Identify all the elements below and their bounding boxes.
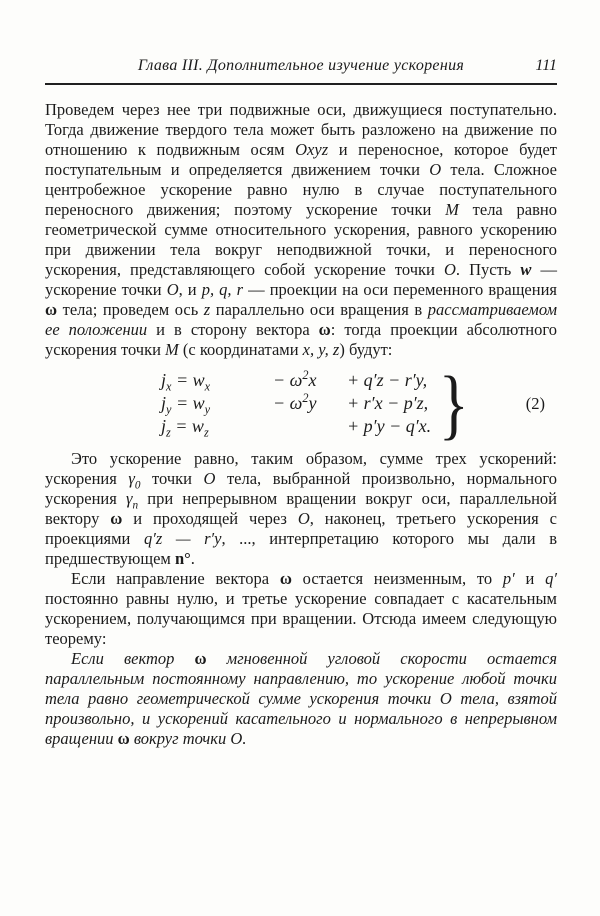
text-run: точки	[140, 469, 204, 488]
text-run: O	[230, 729, 243, 748]
text-run: тела. Сложное центробежное ускорение равно нулю в случае поступательного переносного движения; поэтому ускорение точки	[45, 160, 557, 219]
text-paragraph	[45, 100, 557, 360]
equation-block	[45, 360, 557, 447]
equation-cell: − $\omega^2x$	[273, 368, 317, 390]
text-run: и проходящей через	[122, 509, 298, 528]
text-run: $\gamma_0$	[128, 469, 141, 492]
text-run: q′z — r′y	[143, 529, 222, 548]
text-run: O	[439, 689, 452, 708]
text-run: w	[520, 260, 532, 279]
paragraphs-before-formula	[45, 100, 557, 360]
text-run: ω	[110, 509, 123, 528]
text-run: Это ускорение равно, таким образом, сумме трех ускорений: ускорения	[45, 449, 557, 488]
text-run: , наконец, третьего ускорения с проекциями	[45, 509, 557, 548]
text-run: ω	[45, 300, 58, 319]
text-run: z	[203, 300, 211, 319]
equation-cell: + q′z − r′y,	[347, 370, 428, 390]
equation-cell: $j_x = w_x$	[161, 370, 211, 394]
subscript: z	[166, 425, 171, 440]
text-run: , и	[178, 280, 202, 299]
text-run: — проекции на оси переменного вращения	[243, 280, 557, 299]
text-run: остается неизменным, то	[291, 569, 503, 588]
text-run: . Пусть	[455, 260, 521, 279]
text-run: q′	[545, 569, 557, 588]
text-run: .	[190, 549, 195, 568]
text-run: тела, выбранной произвольно, нормального ускорения	[45, 469, 557, 508]
text-run: n°	[174, 549, 191, 568]
text-run: $\gamma_n$	[125, 489, 139, 512]
equation-cell: $j_y = w_y$	[161, 393, 211, 417]
text-run: O	[203, 469, 216, 488]
text-run: и	[514, 569, 546, 588]
theorem-paragraph	[45, 649, 557, 749]
text-run: ω	[318, 320, 331, 339]
equation-cell: + p′y − q′x.	[347, 416, 432, 436]
text-run: ) будут:	[339, 340, 393, 359]
text-run: p′	[502, 569, 515, 588]
text-run: Если направление вектора	[71, 569, 280, 588]
subscript: 0	[134, 479, 141, 492]
text-run: .	[242, 729, 247, 748]
text-run: p, q, r	[201, 280, 244, 299]
text-run: тела; проведем ось	[57, 300, 204, 319]
text-run: O	[443, 260, 456, 279]
subscript: y	[166, 402, 172, 417]
text-run: O	[166, 280, 179, 299]
text-run: O	[297, 509, 310, 528]
text-paragraph	[45, 569, 557, 649]
equation-cell: + r′x − p′z,	[347, 393, 429, 413]
text-run: M	[445, 200, 459, 219]
text-run: : тогда проекции абсолютного ускорения точки	[45, 320, 557, 359]
text-run: тела равно геометрической сумме относительного ускорения, равного ускорению при движении тела вокруг неподвижной точки, и переносного ускорения, представляющего собой ускорение точки	[45, 200, 557, 279]
equation-cell	[273, 415, 347, 438]
text-run: постоянно равны нулю, и третье ускорение совпадает с касательным ускорением, получающимся при вращении. Отсюда имеем следующую теорему:	[45, 589, 557, 648]
text-run: (с координатами	[178, 340, 303, 359]
text-run: параллельно оси вращения в	[210, 300, 428, 319]
text-run: при непрерывном вращении вокруг оси, параллельной вектору	[45, 489, 557, 528]
text-run: и в сторону вектора	[147, 320, 319, 339]
equation-rows	[161, 369, 431, 438]
text-run: тела, взятой произвольно, и ускорений касательного и нормального в непрерывном вращении	[45, 689, 557, 748]
text-run: Проведем через нее три подвижные оси, движущиеся поступательно. Тогда движение твердого тела может быть разложено на движение по отношению к подвижным осям	[45, 100, 557, 159]
text-run: и переносное, которое будет поступательным и определяется движением точки	[45, 140, 557, 179]
paragraphs-after-formula	[45, 449, 557, 749]
text-run: M	[165, 340, 179, 359]
equation-number: (2)	[525, 393, 545, 413]
text-run: ω	[194, 649, 207, 668]
superscript: 2	[302, 391, 309, 405]
subscript: n	[132, 499, 139, 512]
text-run: ω	[279, 569, 292, 588]
subscript: z	[203, 425, 209, 440]
text-run: Если вектор	[71, 649, 195, 668]
chapter-title: Глава III. Дополнительное изучение ускорения	[137, 57, 465, 74]
equation-cell: − $\omega^2y$	[273, 391, 317, 413]
text-run: , ..., интерпретацию которого мы дали в предшествующем	[45, 529, 557, 568]
right-brace-glyph: }	[438, 360, 469, 447]
page-header	[45, 56, 557, 85]
page-number: 111	[535, 57, 557, 74]
text-run: — ускорение точки	[45, 260, 557, 299]
text-run: x, y, z	[302, 340, 340, 359]
text-run: мгновенной угловой скорости остается параллельным постоянному направлению, то ускорение любой точки тела равно геометрической сумме ускорения точки	[45, 649, 557, 708]
text-run: Oxyz	[295, 140, 329, 159]
text-run: O	[429, 160, 442, 179]
subscript: x	[166, 379, 172, 394]
superscript: 2	[302, 368, 309, 382]
subscript: x	[204, 379, 211, 394]
body-content	[45, 100, 557, 749]
text-run: вокруг точки	[129, 729, 231, 748]
text-run: рассматриваемом ее положении	[45, 300, 557, 339]
subscript: y	[204, 402, 211, 417]
equation-cell: $j_z = w_z$	[161, 416, 209, 440]
text-paragraph	[45, 449, 557, 569]
text-run: ω	[117, 729, 130, 748]
